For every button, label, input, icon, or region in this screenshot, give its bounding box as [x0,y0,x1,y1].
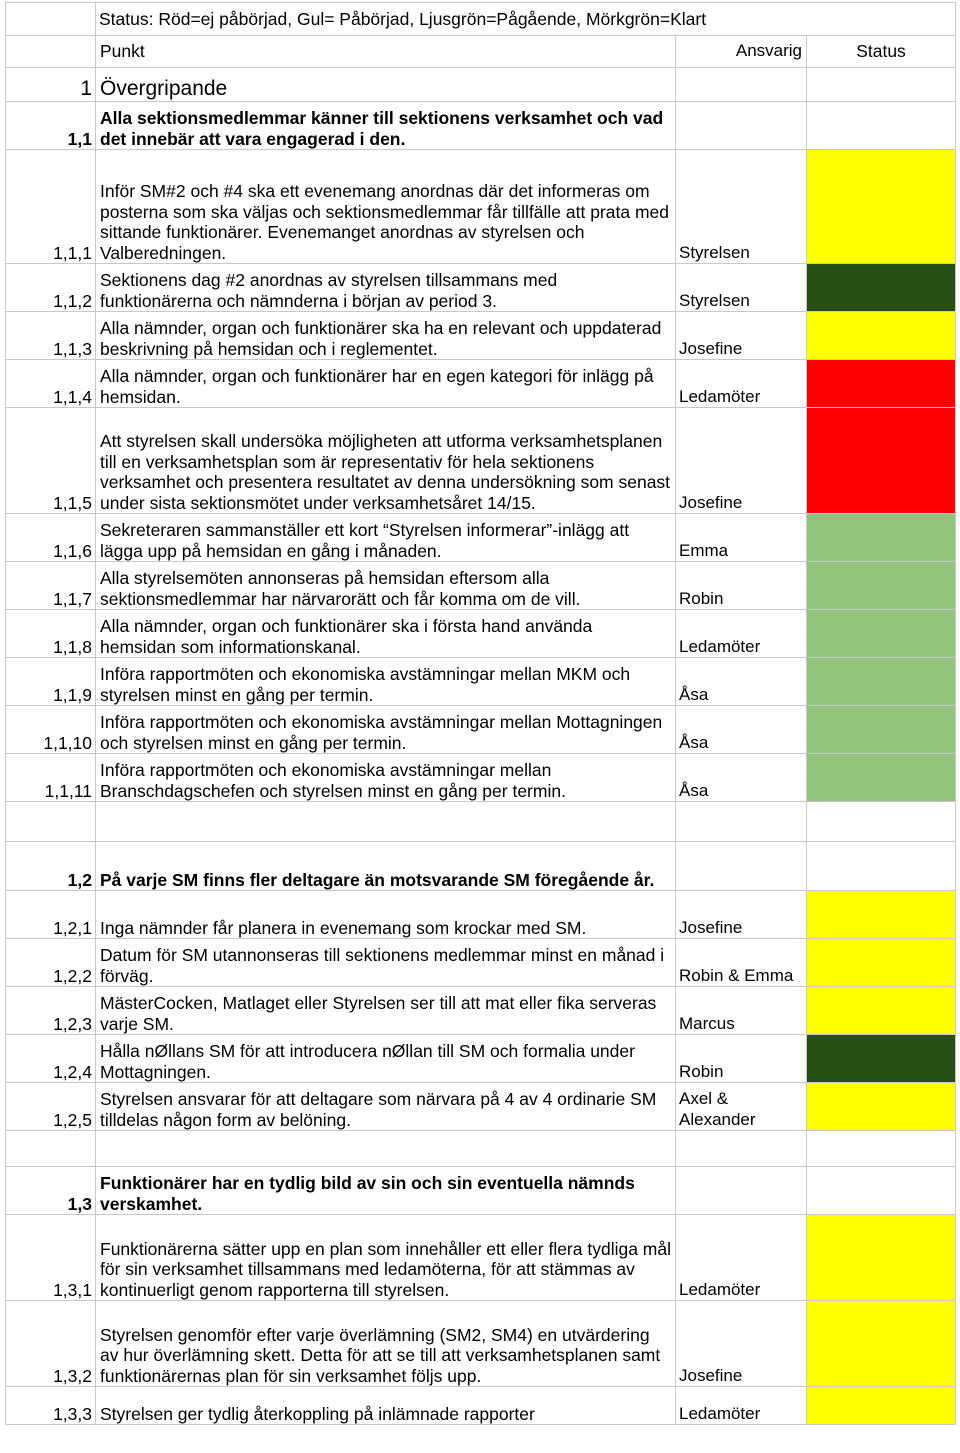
status-legend: Status: Röd=ej påbörjad, Gul= Påbörjad, Ljusgrön=Pågående, Mörkgrön=Klart [96,3,956,36]
status-cell [807,150,956,264]
row-ansvarig: Ledamöter [676,610,807,658]
row-ansvarig: Åsa [676,706,807,754]
row-number: 1,1,9 [6,658,96,706]
status-cell [807,562,956,610]
row-text: Styrelsen ger tydlig återkoppling på inlämnade rapporter [96,1387,676,1425]
row-ansvarig [676,1131,807,1167]
row-number: 1,1,10 [6,706,96,754]
row-text: Styrelsen genomför efter varje överlämning (SM2, SM4) en utvärdering av hur överlämning skett. Detta för att se till att verksamhetsplanen samt funktionärernas plan för sin verksamhet följs upp. [96,1301,676,1387]
table-row [6,987,956,1035]
table-row [6,68,956,102]
row-text: Att styrelsen skall undersöka möjligheten att utforma verksamhetsplanen till en verksamhetsplan som är representativ för hela sektionens verksamhet och presentera resultatet av denna undersökning som senast under sista sektionsmötet under verksamhetsåret 14/15. [96,408,676,514]
status-cell [807,1083,956,1131]
row-number: 1,1,5 [6,408,96,514]
status-cell [807,842,956,891]
status-cell [807,939,956,987]
row-ansvarig: Robin [676,562,807,610]
row-text: Alla nämnder, organ och funktionärer ska i första hand använda hemsidan som informationskanal. [96,610,676,658]
status-cell [807,408,956,514]
row-text: Sektionens dag #2 anordnas av styrelsen tillsammans med funktionärerna och nämnderna i början av period 3. [96,264,676,312]
header-ansvarig: Ansvarig [676,36,807,68]
row-ansvarig [676,802,807,842]
spacer-row [6,802,956,842]
row-text: Införa rapportmöten och ekonomiska avstämningar mellan Mottagningen och styrelsen minst en gång per termin. [96,706,676,754]
table-row [6,939,956,987]
status-cell [807,312,956,360]
table-row [6,754,956,802]
row-number: 1 [6,68,96,102]
row-ansvarig [676,68,807,102]
row-ansvarig: Josefine [676,1301,807,1387]
row-text: På varje SM finns fler deltagare än motsvarande SM föregående år. [96,842,676,891]
row-text: Inga nämnder får planera in evenemang som krockar med SM. [96,891,676,939]
status-cell [807,610,956,658]
table-row [6,1301,956,1387]
table-row [6,891,956,939]
row-text: Sekreteraren sammanställer ett kort “Styrelsen informerar”-inlägg att lägga upp på hemsidan en gång i månaden. [96,514,676,562]
row-ansvarig: Styrelsen [676,264,807,312]
status-cell [807,1131,956,1167]
row-number: 1,3,1 [6,1215,96,1301]
row-text: Övergripande [96,68,676,102]
table-row [6,658,956,706]
row-text: Alla styrelsemöten annonseras på hemsidan eftersom alla sektionsmedlemmar har närvarorätt och får komma om de vill. [96,562,676,610]
row-number: 1,3,2 [6,1301,96,1387]
row-text: Införa rapportmöten och ekonomiska avstämningar mellan MKM och styrelsen minst en gång per termin. [96,658,676,706]
table-row [6,1387,956,1425]
row-ansvarig: Åsa [676,754,807,802]
status-cell [807,891,956,939]
table-row [6,360,956,408]
status-cell [807,1167,956,1215]
status-cell [807,1301,956,1387]
status-cell [807,658,956,706]
row-text: Införa rapportmöten och ekonomiska avstämningar mellan Branschdagschefen och styrelsen minst en gång per termin. [96,754,676,802]
row-text: MästerCocken, Matlaget eller Styrelsen ser till att mat eller fika serveras varje SM. [96,987,676,1035]
row-text: Inför SM#2 och #4 ska ett evenemang anordnas där det informeras om posterna som ska väljas och sektionsmedlemmar får tillfälle att prata med sittande funktionärer. Evenemanget anordnas av styrelsen och Valberedningen. [96,150,676,264]
row-ansvarig: Styrelsen [676,150,807,264]
row-number [6,802,96,842]
row-number [6,1131,96,1167]
status-cell [807,102,956,150]
status-cell [807,987,956,1035]
row-number: 1,2,3 [6,987,96,1035]
row-text: Funktionärerna sätter upp en plan som innehåller ett eller flera tydliga mål för sin verksamhet tillsammans med ledamöterna, för att stämmas av kontinuerligt genom rapporterna till styrelsen. [96,1215,676,1301]
table-row [6,1167,956,1215]
row-text: Alla sektionsmedlemmar känner till sektionens verksamhet och vad det innebär att vara engagerad i den. [96,102,676,150]
row-number: 1,3,3 [6,1387,96,1425]
row-number: 1,1,6 [6,514,96,562]
table-row [6,408,956,514]
legend-row [6,3,956,36]
table-row [6,706,956,754]
table-row [6,514,956,562]
row-ansvarig: Emma [676,514,807,562]
row-number: 1,1,7 [6,562,96,610]
status-cell [807,1387,956,1425]
status-cell [807,1035,956,1083]
table-row [6,312,956,360]
status-cell [807,514,956,562]
row-number: 1,1,4 [6,360,96,408]
table-row [6,562,956,610]
row-ansvarig: Ledamöter [676,1215,807,1301]
row-ansvarig: Ledamöter [676,1387,807,1425]
row-ansvarig [676,1167,807,1215]
row-number: 1,1,1 [6,150,96,264]
row-number: 1,1,3 [6,312,96,360]
row-ansvarig: Josefine [676,891,807,939]
row-ansvarig [676,842,807,891]
status-cell [807,360,956,408]
row-ansvarig: Åsa [676,658,807,706]
header-row [6,36,956,68]
row-ansvarig: Josefine [676,312,807,360]
header-punkt: Punkt [96,36,676,68]
spacer-row [6,1131,956,1167]
status-cell [807,68,956,102]
row-ansvarig: Robin [676,1035,807,1083]
status-cell [807,1215,956,1301]
row-text: Hålla nØllans SM för att introducera nØllan till SM och formalia under Mottagningen. [96,1035,676,1083]
table-row [6,150,956,264]
status-cell [807,802,956,842]
status-cell [807,264,956,312]
row-number: 1,1,8 [6,610,96,658]
row-text: Funktionärer har en tydlig bild av sin och sin eventuella nämnds verskamhet. [96,1167,676,1215]
row-text: Datum för SM utannonseras till sektionens medlemmar minst en månad i förväg. [96,939,676,987]
table-row [6,1083,956,1131]
table-row [6,842,956,891]
table-row [6,1215,956,1301]
row-ansvarig: Marcus [676,987,807,1035]
action-plan-table [5,2,956,1425]
row-number: 1,2,5 [6,1083,96,1131]
row-number: 1,2,4 [6,1035,96,1083]
table-row [6,264,956,312]
row-ansvarig: Josefine [676,408,807,514]
row-number: 1,2 [6,842,96,891]
row-text: Alla nämnder, organ och funktionärer ska ha en relevant och uppdaterad beskrivning på hemsidan och i reglementet. [96,312,676,360]
row-ansvarig: Axel & Alexander [676,1083,807,1131]
row-number: 1,1,11 [6,754,96,802]
status-cell [807,706,956,754]
row-text: Alla nämnder, organ och funktionärer har en egen kategori för inlägg på hemsidan. [96,360,676,408]
row-number: 1,2,2 [6,939,96,987]
row-number: 1,2,1 [6,891,96,939]
header-status: Status [807,36,956,68]
row-number: 1,3 [6,1167,96,1215]
row-ansvarig: Ledamöter [676,360,807,408]
row-ansvarig [676,102,807,150]
row-text [96,1131,676,1167]
row-text [96,802,676,842]
table-row [6,102,956,150]
row-number: 1,1 [6,102,96,150]
status-cell [807,754,956,802]
row-number: 1,1,2 [6,264,96,312]
row-text: Styrelsen ansvarar för att deltagare som närvara på 4 av 4 ordinarie SM tilldelas någon form av belöning. [96,1083,676,1131]
row-ansvarig: Robin & Emma [676,939,807,987]
table-row [6,1035,956,1083]
table-row [6,610,956,658]
